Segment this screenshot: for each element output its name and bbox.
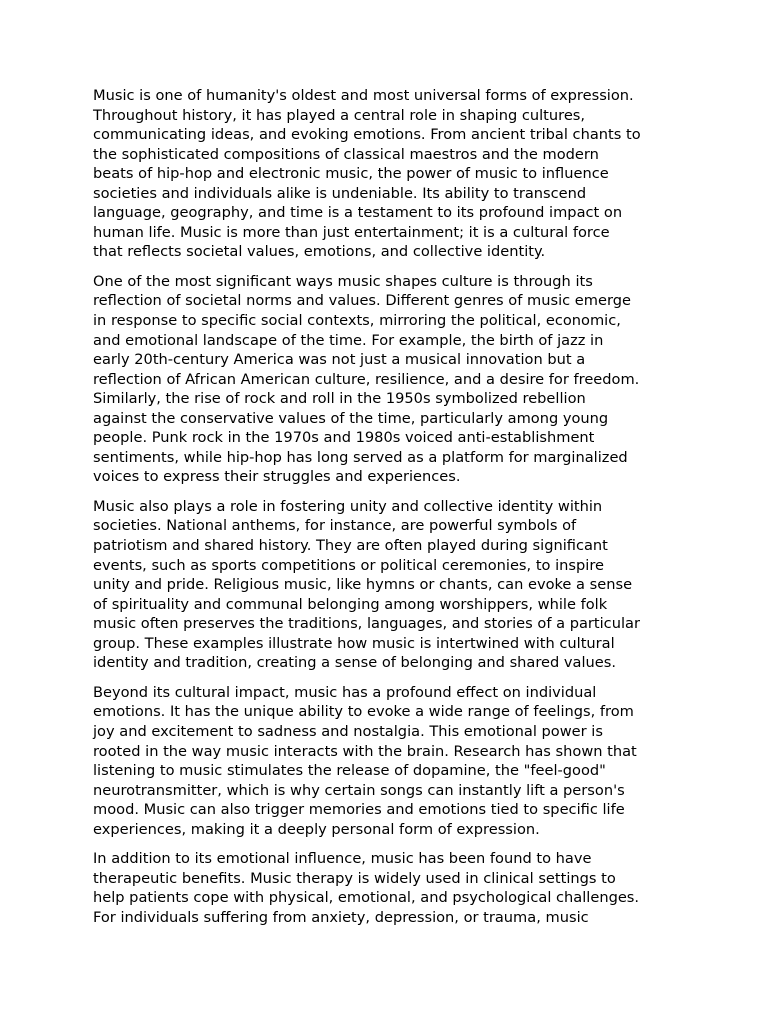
paragraph-intro: Music is one of humanity's oldest and most universal forms of expression. Throughout history, it has played a central role in shaping cultures, communicating ideas, and evoking emotions. From ancient tribal chants to the sophisticated compositions of classical maestros and the modern beats of hip-hop and electronic music, the power of music to influence societies and individuals alike is undeniable. Its ability to transcend language, geography, and time is a testament to its profound impact on human life. Music is more than just entertainment; it is a cultural force that reflects societal values, emotions, and collective identity. bbox=[93, 87, 641, 261]
paragraph-emotional-effect: Beyond its cultural impact, music has a profound effect on individual emotions. It has the unique ability to evoke a wide range of feelings, from joy and excitement to sadness and nostalgia. This emotional power is rooted in the way music interacts with the brain. Research has shown that listening to music stimulates the release of dopamine, the "feel-good" neurotransmitter, which is why certain songs can instantly lift a person's mood. Music can also trigger memories and emotions tied to specific life experiences, making it a deeply personal form of expression. bbox=[93, 683, 637, 838]
paragraph-therapeutic-benefits: In addition to its emotional influence, music has been found to have therapeutic benefits. Music therapy is widely used in clinical settings to help patients cope with physical, emotional, and psychological challenges. For individuals suffering from anxiety, depression, or trauma, music bbox=[93, 850, 640, 926]
document-page bbox=[93, 86, 683, 937]
paragraph-societal-norms: One of the most significant ways music shapes culture is through its reflection of societal norms and values. Different genres of music emerge in response to specific social contexts, mirroring the political, economic, and emotional landscape of the time. For example, the birth of jazz in early 20th-century America was not just a musical innovation but a reflection of African American culture, resilience, and a desire for freedom. Similarly, the rise of rock and roll in the 1950s symbolized rebellion against the conservative values of the time, particularly among young people. Punk rock in the 1970s and 1980s voiced anti-establishment sentiments, while hip-hop has long served as a platform for marginalized voices to express their struggles and experiences. bbox=[93, 272, 640, 486]
paragraph-unity-identity: Music also plays a role in fostering unity and collective identity within societies. National anthems, for instance, are powerful symbols of patriotism and shared history. They are often played during significant events, such as sports competitions or political ceremonies, to inspire unity and pride. Religious music, like hymns or chants, can evoke a sense of spirituality and communal belonging among worshippers, while folk music often preserves the traditions, languages, and stories of a particular group. These examples illustrate how music is intertwined with cultural identity and tradition, creating a sense of belonging and shared values. bbox=[93, 497, 640, 672]
